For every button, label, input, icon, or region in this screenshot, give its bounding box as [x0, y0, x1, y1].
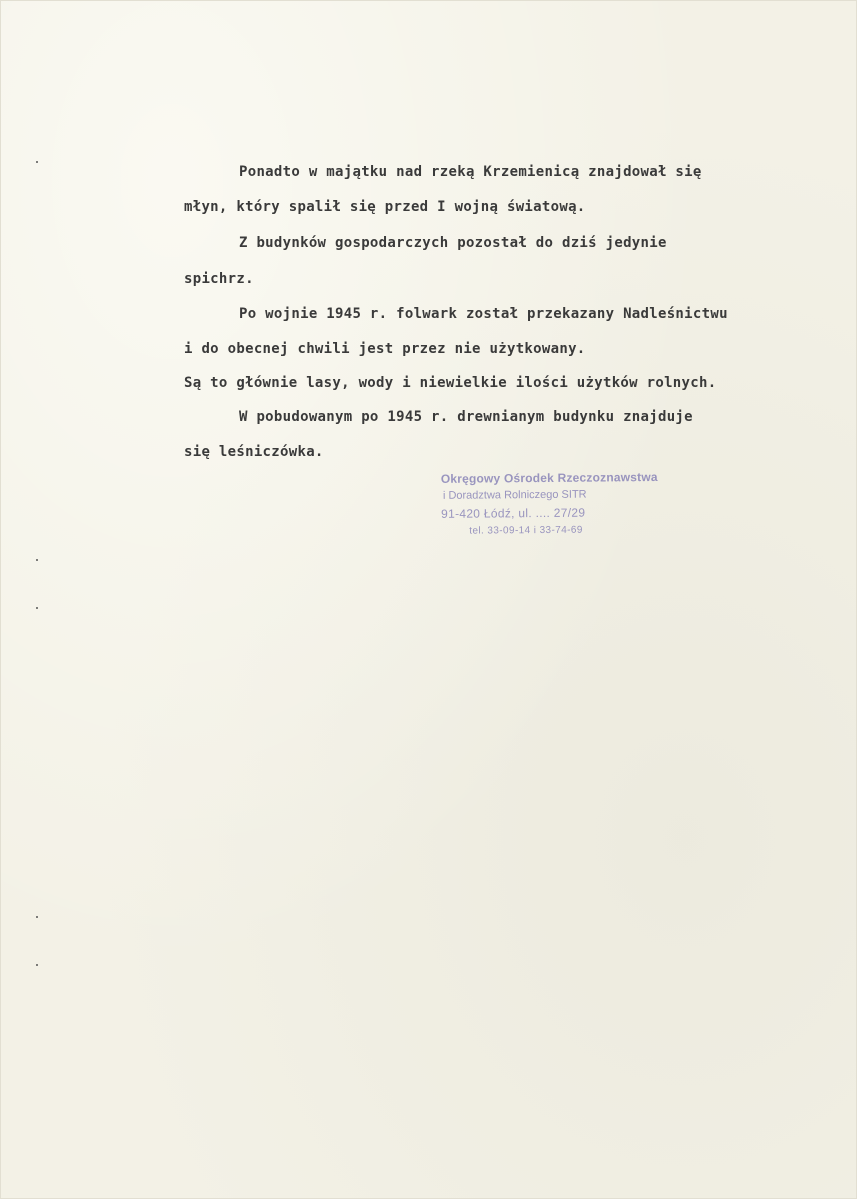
text-line: spichrz. [184, 271, 254, 287]
margin-mark [36, 964, 38, 966]
margin-mark [36, 916, 38, 918]
text-line: Są to głównie lasy, wody i niewielkie ilości użytków rolnych. [184, 375, 717, 391]
text-line: i do obecnej chwili jest przez nie użytkowany. [184, 341, 586, 357]
institution-stamp [440, 469, 658, 537]
stamp-line: i Doradztwa Rolniczego SITR [442, 488, 587, 502]
margin-mark [36, 607, 38, 609]
margin-mark [36, 161, 38, 163]
stamp-line: 91-420 Łódź, ul. .... 27/29 [441, 505, 586, 521]
text-line: Ponadto w majątku nad rzeką Krzemienicą znajdował się [239, 164, 702, 180]
text-line: W pobudowanym po 1945 r. drewnianym budynku znajduje [239, 409, 693, 425]
text-line: Po wojnie 1945 r. folwark został przekazany Nadleśnictwu [239, 306, 728, 322]
text-line: się leśniczówka. [184, 444, 324, 460]
text-line: Z budynków gospodarczych pozostał do dziś jedynie [239, 235, 667, 251]
stamp-line: tel. 33-09-14 i 33-74-69 [469, 524, 583, 537]
stamp-line: Okręgowy Ośrodek Rzeczoznawstwa [440, 469, 658, 486]
margin-mark [36, 559, 38, 561]
text-line: młyn, który spalił się przed I wojną światową. [184, 199, 586, 215]
